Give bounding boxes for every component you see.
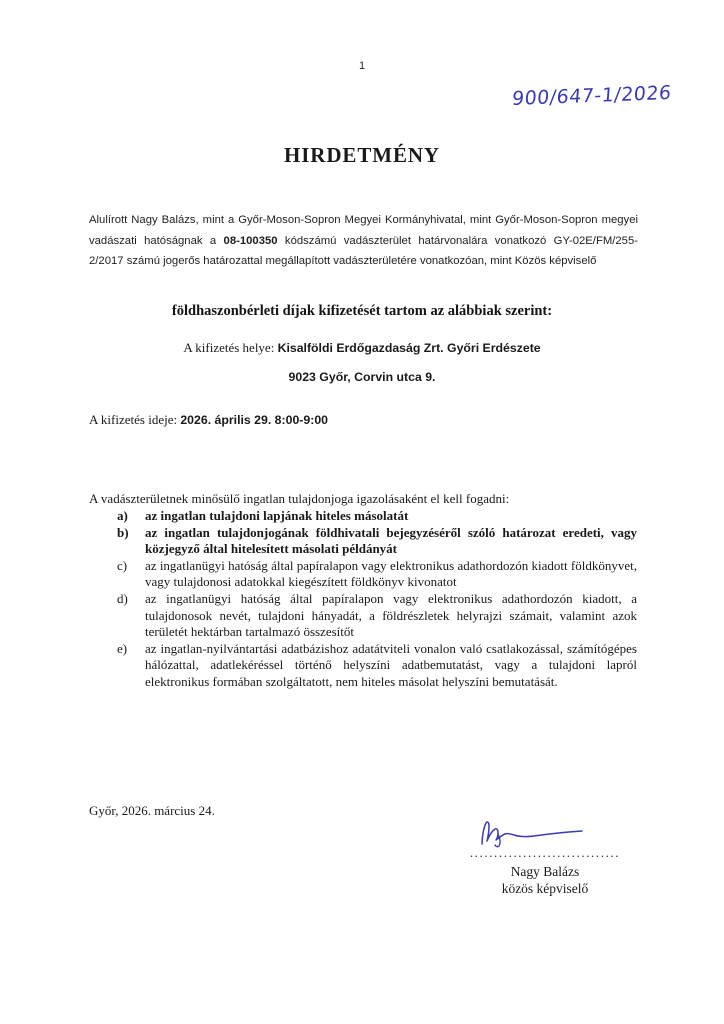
handwritten-signature: [452, 818, 638, 848]
list-item-marker: a): [117, 508, 128, 523]
payment-time-value: 2026. április 29. 8:00-9:00: [180, 413, 329, 427]
signer-role: közös képviselő: [501, 881, 589, 896]
list-item-marker: b): [117, 524, 129, 540]
page-number: 1: [358, 60, 366, 72]
list-item: [89, 641, 638, 691]
list-item-text: az ingatlan tulajdonjogának földhivatali bejegyzéséről szóló határozat eredeti, vagy közjegyző által hitelesített másolati példányát: [145, 524, 637, 557]
list-item-text: az ingatlanügyi hatóság által papíralapon vagy elektronikus adathordozón kiadott földkönyvet, vagy tulajdonosi adatokkal kiegészített földkönyv kivonatot: [145, 557, 637, 590]
intro-text-part-2: kódszámú vadászterület határvonalára vonatkozó: [277, 234, 554, 247]
intro-text-part-3: számú jogerős határozattal megállapított vadászterületére vonatkozóan, mint Közös képviselő: [123, 255, 597, 268]
declaration-statement: földhaszonbérleti díjak kifizetését tartom az alábbiak szerint:: [171, 303, 553, 319]
list-item-marker: d): [117, 590, 128, 606]
payment-time-row: [89, 412, 328, 428]
hunting-area-code: 08-100350: [223, 234, 278, 247]
list-item-text: az ingatlanügyi hatóság által papíralapon vagy elektronikus adathordozón kiadott, a tulajdonosok nevét, tulajdoni hányadát, a földrészletek helyrajzi számait, valamint azok területét hektárban tartalmazó összesítőt: [145, 590, 637, 640]
payment-place-label: A kifizetés helye:: [183, 340, 275, 355]
acceptance-list: [89, 508, 638, 691]
payment-place-value: Kisalföldi Erdőgazdaság Zrt. Győri Erdészete: [277, 341, 541, 355]
signer-name: Nagy Balázs: [510, 864, 580, 879]
payment-place-row: [0, 340, 724, 356]
intro-paragraph: [89, 210, 638, 272]
payment-time-label: A kifizetés ideje:: [89, 412, 178, 427]
acceptance-intro: A vadászterületnek minősülő ingatlan tulajdonjoga igazolásaként el kell fogadni:: [89, 491, 510, 506]
handwritten-reference-number: 900/647-1/2026: [511, 81, 673, 111]
list-item-marker: e): [117, 640, 128, 656]
page-title: HIRDETMÉNY: [283, 143, 440, 167]
list-item: [89, 525, 638, 558]
list-item: [89, 558, 638, 591]
list-item-marker: c): [117, 557, 128, 573]
list-item: [89, 591, 638, 641]
list-item: [89, 508, 638, 525]
payment-address: 9023 Győr, Corvin utca 9.: [288, 370, 436, 384]
list-item-text: az ingatlan-nyilvántartási adatbázishoz adatátviteli vonalon való csatlakozással, számítógépes hálózattal, adatlekéréssel történő helyszíni adatbemutatást, vagy a tulajdoni lapról elektronikus formában szolgáltatott, nem hiteles másolat helyszíni bemutatását.: [145, 640, 637, 689]
list-item-text: az ingatlan tulajdoni lapjának hiteles másolatát: [145, 508, 409, 523]
decision-number: GY-02E/FM/255-2/2017: [89, 234, 639, 268]
intro-text-part-1: Alulírott Nagy Balázs, mint a Győr-Moson-Sopron Megyei Kormányhivatal, mint Győr-Moson-Sopron megyei vadászati hatóságnak a: [89, 214, 638, 247]
place-and-date: Győr, 2026. március 24.: [89, 803, 215, 818]
signature-line: ...............................: [469, 848, 621, 860]
signature-block: [452, 818, 638, 897]
